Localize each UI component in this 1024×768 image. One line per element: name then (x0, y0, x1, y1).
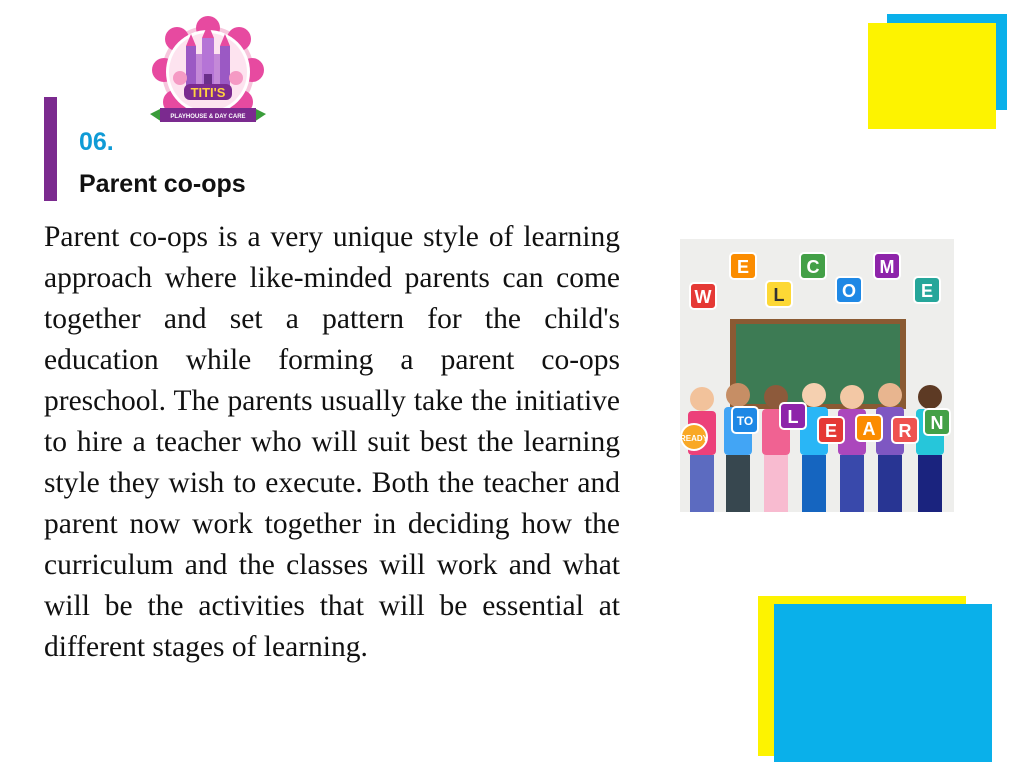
svg-text:L: L (787, 407, 799, 427)
svg-text:M: M (879, 257, 895, 277)
classroom-photo (680, 239, 954, 512)
section-number: 06. (79, 128, 114, 156)
yellow-square-top (868, 23, 996, 129)
logo-wordmark (184, 84, 232, 100)
blue-square-bottom (774, 604, 992, 762)
accent-bar (44, 97, 57, 201)
svg-text:C: C (806, 257, 820, 277)
svg-text:E: E (736, 257, 750, 277)
svg-text:N: N (930, 413, 944, 433)
svg-text:TITI'S: TITI'S (190, 85, 226, 100)
svg-text:L: L (773, 285, 785, 305)
svg-text:O: O (841, 281, 857, 301)
section-title: Parent co-ops (79, 170, 246, 198)
classroom-illustration (680, 239, 954, 512)
svg-text:A: A (862, 419, 876, 439)
svg-text:E: E (920, 281, 934, 301)
svg-text:W: W (694, 287, 712, 307)
castle-logo-icon (146, 16, 270, 134)
svg-text:PLAYHOUSE & DAY CARE: PLAYHOUSE & DAY CARE (170, 114, 246, 120)
svg-text:R: R (898, 421, 912, 441)
svg-text:READY: READY (680, 434, 709, 443)
logo-ribbon (150, 108, 266, 122)
svg-text:TO: TO (736, 414, 754, 428)
body-paragraph: Parent co-ops is a very unique style of learning approach where like-minded parents can come together and set a pattern for the child's education while forming a parent co-ops preschool. The parents usually take the initiative to hire a teacher who will suit best the learning style they wish to execute. Both the teacher and parent now work together in deciding how the curriculum and the classes will work and what will be the activities that will be essential at different stages of learning. (44, 221, 620, 663)
svg-text:E: E (824, 421, 838, 441)
